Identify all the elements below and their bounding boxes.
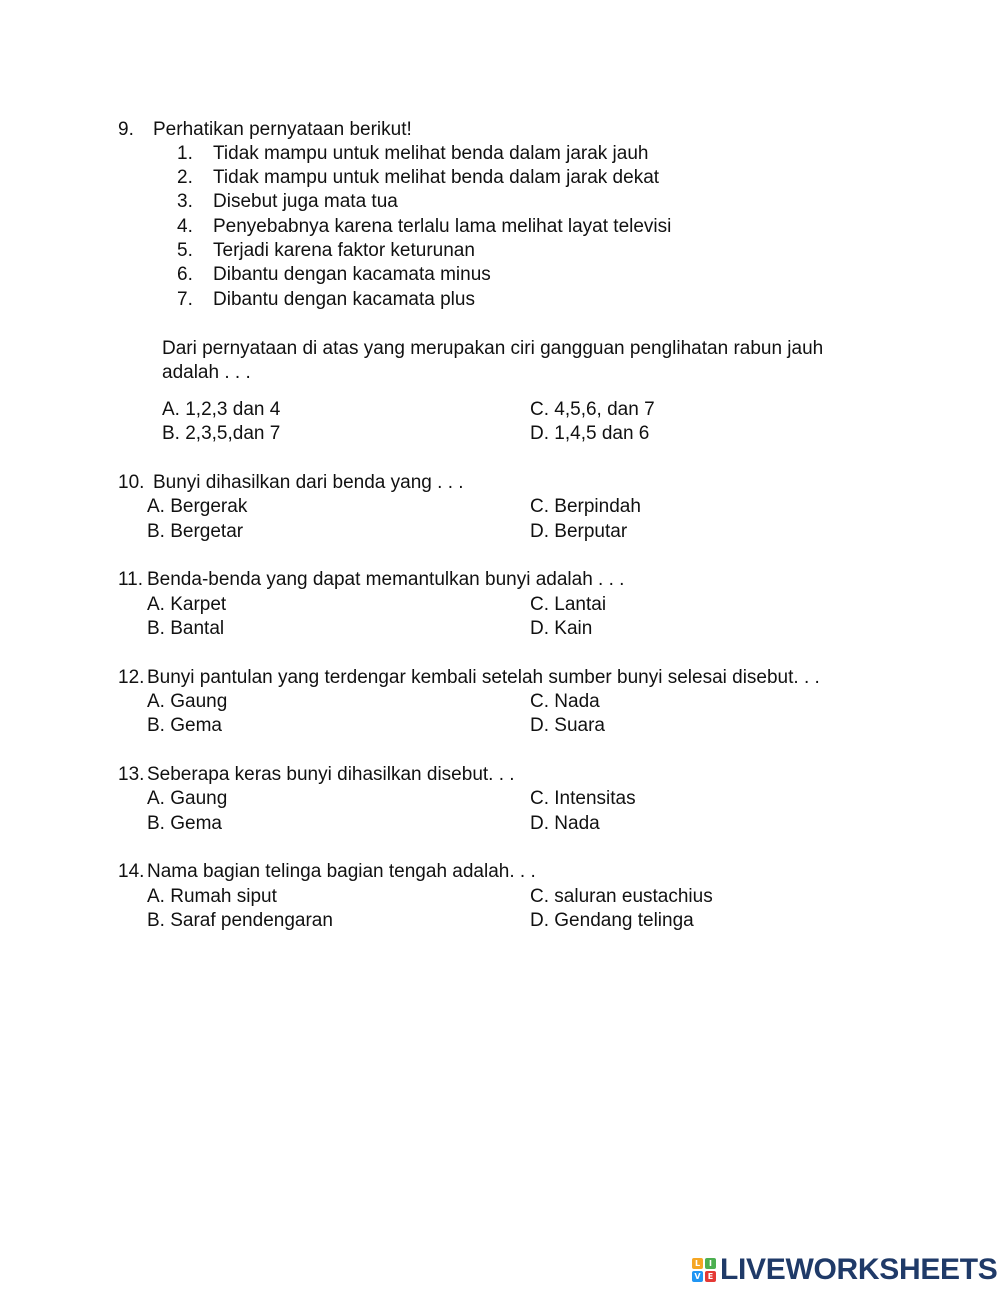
q14-option-a[interactable]: A. Rumah siput bbox=[147, 886, 277, 907]
q13-option-c[interactable]: C. Intensitas bbox=[530, 788, 636, 809]
q12-number: 12. bbox=[118, 667, 145, 688]
q9-statement-number: 6. bbox=[177, 264, 193, 285]
logo-text: LIVEWORKSHEETS bbox=[720, 1253, 998, 1286]
q14-number: 14. bbox=[118, 861, 145, 882]
q9-statement: Tidak mampu untuk melihat benda dalam jarak dekat bbox=[213, 167, 660, 188]
q9-statement: Dibantu dengan kacamata plus bbox=[213, 289, 475, 310]
q12-question: Bunyi pantulan yang terdengar kembali setelah sumber bunyi selesai disebut. . . bbox=[147, 667, 820, 688]
q9-statement-number: 1. bbox=[177, 143, 193, 164]
q11-option-a[interactable]: A. Karpet bbox=[147, 594, 227, 615]
q9-question: Perhatikan pernyataan berikut! bbox=[153, 119, 412, 140]
logo-cell: L bbox=[692, 1258, 703, 1269]
q11-number: 11. bbox=[118, 569, 144, 590]
q9-option-a[interactable]: A. 1,2,3 dan 4 bbox=[162, 399, 281, 420]
q9-number: 9. bbox=[118, 119, 134, 140]
q9-prompt-line1: Dari pernyataan di atas yang merupakan ciri gangguan penglihatan rabun jauh bbox=[162, 338, 824, 359]
logo-cell: E bbox=[705, 1271, 716, 1282]
q10-option-c[interactable]: C. Berpindah bbox=[530, 496, 641, 517]
q12-option-b[interactable]: B. Gema bbox=[147, 715, 222, 736]
q10-option-b[interactable]: B. Bergetar bbox=[147, 521, 244, 542]
q9-statement-number: 2. bbox=[177, 167, 193, 188]
q10-question: Bunyi dihasilkan dari benda yang . . . bbox=[153, 472, 464, 493]
liveworksheets-logo bbox=[692, 1253, 998, 1286]
q14-option-c[interactable]: C. saluran eustachius bbox=[530, 886, 713, 907]
q9-option-c[interactable]: C. 4,5,6, dan 7 bbox=[530, 399, 655, 420]
q13-option-a[interactable]: A. Gaung bbox=[147, 788, 228, 809]
q10-option-a[interactable]: A. Bergerak bbox=[147, 496, 248, 517]
q9-statement-number: 4. bbox=[177, 216, 193, 237]
q9-statement: Dibantu dengan kacamata minus bbox=[213, 264, 491, 285]
q9-statement-number: 3. bbox=[177, 191, 193, 212]
logo-cell: V bbox=[692, 1271, 703, 1282]
q11-option-b[interactable]: B. Bantal bbox=[147, 618, 225, 639]
q9-statement-number: 5. bbox=[177, 240, 193, 261]
q9-statement: Tidak mampu untuk melihat benda dalam jarak jauh bbox=[213, 143, 649, 164]
q11-option-d[interactable]: D. Kain bbox=[530, 618, 593, 639]
q14-option-d[interactable]: D. Gendang telinga bbox=[530, 910, 694, 931]
q11-option-c[interactable]: C. Lantai bbox=[530, 594, 607, 615]
q9-option-d[interactable]: D. 1,4,5 dan 6 bbox=[530, 423, 650, 444]
q10-option-d[interactable]: D. Berputar bbox=[530, 521, 628, 542]
q11-question: Benda-benda yang dapat memantulkan bunyi adalah . . . bbox=[147, 569, 625, 590]
q13-option-d[interactable]: D. Nada bbox=[530, 813, 600, 834]
q12-option-d[interactable]: D. Suara bbox=[530, 715, 605, 736]
q12-option-c[interactable]: C. Nada bbox=[530, 691, 600, 712]
q14-option-b[interactable]: B. Saraf pendengaran bbox=[147, 910, 333, 931]
q13-question: Seberapa keras bunyi dihasilkan disebut. . . bbox=[147, 764, 515, 785]
q9-statement-number: 7. bbox=[177, 289, 193, 310]
q12-option-a[interactable]: A. Gaung bbox=[147, 691, 228, 712]
q13-number: 13. bbox=[118, 764, 145, 785]
q9-prompt-line2: adalah . . . bbox=[162, 362, 251, 383]
q13-option-b[interactable]: B. Gema bbox=[147, 813, 222, 834]
q9-option-b[interactable]: B. 2,3,5,dan 7 bbox=[162, 423, 281, 444]
q9-statement: Disebut juga mata tua bbox=[213, 191, 398, 212]
q14-question: Nama bagian telinga bagian tengah adalah. . . bbox=[147, 861, 536, 882]
logo-grid-icon bbox=[692, 1258, 716, 1282]
logo-cell: I bbox=[705, 1258, 716, 1269]
q10-number: 10. bbox=[118, 472, 145, 493]
q9-statement: Terjadi karena faktor keturunan bbox=[213, 240, 475, 261]
q9-statement: Penyebabnya karena terlalu lama melihat layat televisi bbox=[213, 216, 672, 237]
